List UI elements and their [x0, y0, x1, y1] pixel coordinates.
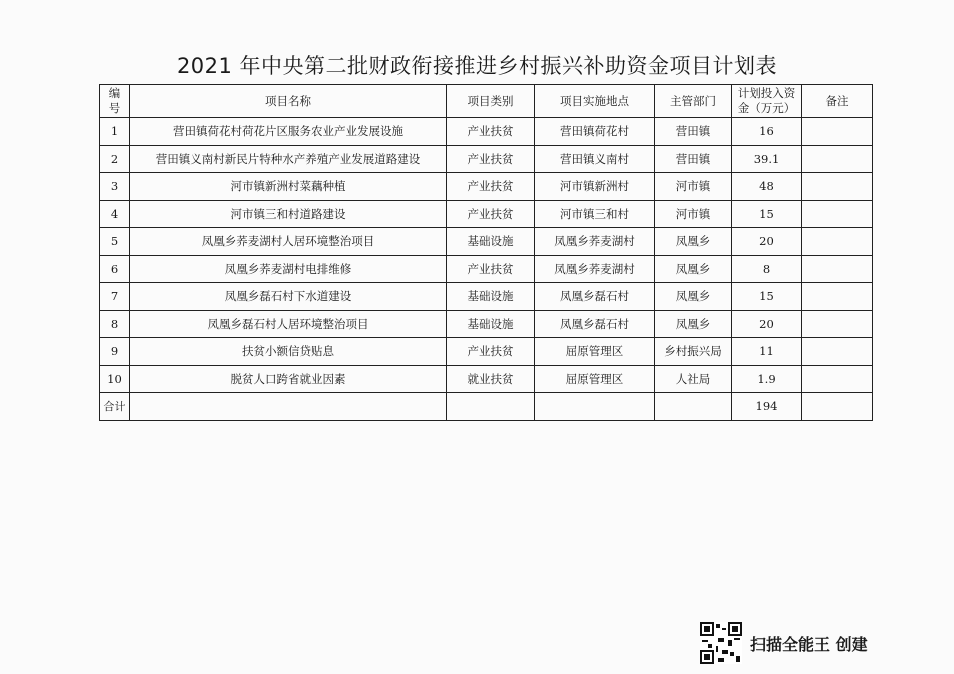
- cell-name: 河市镇三和村道路建设: [130, 200, 447, 228]
- cell-dept: 凤凰乡: [655, 255, 732, 283]
- total-empty-location: [535, 393, 655, 421]
- cell-category: 产业扶贫: [447, 145, 535, 173]
- cell-dept: 人社局: [655, 365, 732, 393]
- cell-amount: 1.9: [732, 365, 802, 393]
- cell-dept: 凤凰乡: [655, 283, 732, 311]
- cell-location: 凤凰乡荞麦湖村: [535, 228, 655, 256]
- cell-name: 营田镇义南村新民片特种水产养殖产业发展道路建设: [130, 145, 447, 173]
- cell-remark: [802, 338, 873, 366]
- cell-remark: [802, 145, 873, 173]
- cell-category: 基础设施: [447, 283, 535, 311]
- cell-name: 扶贫小额信贷贴息: [130, 338, 447, 366]
- table-row: [100, 310, 873, 338]
- cell-remark: [802, 365, 873, 393]
- cell-amount: 11: [732, 338, 802, 366]
- scanner-watermark: [700, 622, 868, 664]
- cell-remark: [802, 228, 873, 256]
- cell-no: 6: [100, 255, 130, 283]
- cell-no: 8: [100, 310, 130, 338]
- cell-no: 9: [100, 338, 130, 366]
- cell-remark: [802, 200, 873, 228]
- total-row: [100, 393, 873, 421]
- cell-name: 脱贫人口跨省就业因素: [130, 365, 447, 393]
- cell-dept: 河市镇: [655, 173, 732, 201]
- header-location: 项目实施地点: [535, 85, 655, 118]
- cell-category: 产业扶贫: [447, 200, 535, 228]
- cell-no: 4: [100, 200, 130, 228]
- cell-category: 基础设施: [447, 228, 535, 256]
- cell-remark: [802, 283, 873, 311]
- table-header-row: [100, 85, 873, 118]
- cell-amount: 15: [732, 200, 802, 228]
- cell-dept: 凤凰乡: [655, 310, 732, 338]
- cell-amount: 48: [732, 173, 802, 201]
- total-empty-name: [130, 393, 447, 421]
- cell-dept: 凤凰乡: [655, 228, 732, 256]
- cell-category: 产业扶贫: [447, 173, 535, 201]
- cell-location: 屈原管理区: [535, 365, 655, 393]
- header-dept: 主管部门: [655, 85, 732, 118]
- header-category: 项目类别: [447, 85, 535, 118]
- header-name: 项目名称: [130, 85, 447, 118]
- table-row: [100, 173, 873, 201]
- cell-location: 营田镇荷花村: [535, 118, 655, 146]
- cell-amount: 8: [732, 255, 802, 283]
- cell-no: 10: [100, 365, 130, 393]
- cell-dept: 营田镇: [655, 118, 732, 146]
- cell-name: 凤凰乡磊石村下水道建设: [130, 283, 447, 311]
- cell-no: 3: [100, 173, 130, 201]
- table-row: [100, 365, 873, 393]
- cell-amount: 39.1: [732, 145, 802, 173]
- table-row: [100, 228, 873, 256]
- total-empty-remark: [802, 393, 873, 421]
- project-plan-table: [99, 84, 873, 421]
- cell-amount: 15: [732, 283, 802, 311]
- cell-remark: [802, 118, 873, 146]
- cell-category: 产业扶贫: [447, 118, 535, 146]
- cell-name: 河市镇新洲村菜藕种植: [130, 173, 447, 201]
- cell-amount: 20: [732, 228, 802, 256]
- document-title: 2021 年中央第二批财政衔接推进乡村振兴补助资金项目计划表: [176, 54, 778, 78]
- total-amount: 194: [732, 393, 802, 421]
- total-empty-dept: [655, 393, 732, 421]
- cell-name: 凤凰乡荞麦湖村人居环境整治项目: [130, 228, 447, 256]
- cell-amount: 16: [732, 118, 802, 146]
- table-row: [100, 145, 873, 173]
- cell-category: 就业扶贫: [447, 365, 535, 393]
- cell-remark: [802, 255, 873, 283]
- cell-name: 营田镇荷花村荷花片区服务农业产业发展设施: [130, 118, 447, 146]
- table-row: [100, 200, 873, 228]
- cell-amount: 20: [732, 310, 802, 338]
- qr-code-icon: [700, 622, 742, 664]
- cell-no: 1: [100, 118, 130, 146]
- cell-location: 河市镇新洲村: [535, 173, 655, 201]
- cell-no: 5: [100, 228, 130, 256]
- cell-no: 2: [100, 145, 130, 173]
- total-label: 合计: [100, 393, 130, 421]
- table-row: [100, 255, 873, 283]
- cell-category: 产业扶贫: [447, 338, 535, 366]
- cell-location: 凤凰乡磊石村: [535, 310, 655, 338]
- cell-name: 凤凰乡荞麦湖村电排维修: [130, 255, 447, 283]
- cell-dept: 乡村振兴局: [655, 338, 732, 366]
- cell-remark: [802, 310, 873, 338]
- cell-location: 凤凰乡磊石村: [535, 283, 655, 311]
- cell-category: 产业扶贫: [447, 255, 535, 283]
- header-no: 编号: [100, 85, 130, 118]
- cell-remark: [802, 173, 873, 201]
- cell-dept: 河市镇: [655, 200, 732, 228]
- cell-dept: 营田镇: [655, 145, 732, 173]
- total-empty-category: [447, 393, 535, 421]
- cell-location: 河市镇三和村: [535, 200, 655, 228]
- cell-location: 凤凰乡荞麦湖村: [535, 255, 655, 283]
- cell-no: 7: [100, 283, 130, 311]
- cell-location: 营田镇义南村: [535, 145, 655, 173]
- header-remark: 备注: [802, 85, 873, 118]
- table-row: [100, 283, 873, 311]
- table-row: [100, 118, 873, 146]
- cell-name: 凤凰乡磊石村人居环境整治项目: [130, 310, 447, 338]
- watermark-text: 扫描全能王 创建: [750, 634, 868, 654]
- table-row: [100, 338, 873, 366]
- cell-category: 基础设施: [447, 310, 535, 338]
- cell-location: 屈原管理区: [535, 338, 655, 366]
- header-amount: 计划投入资金（万元）: [732, 85, 802, 118]
